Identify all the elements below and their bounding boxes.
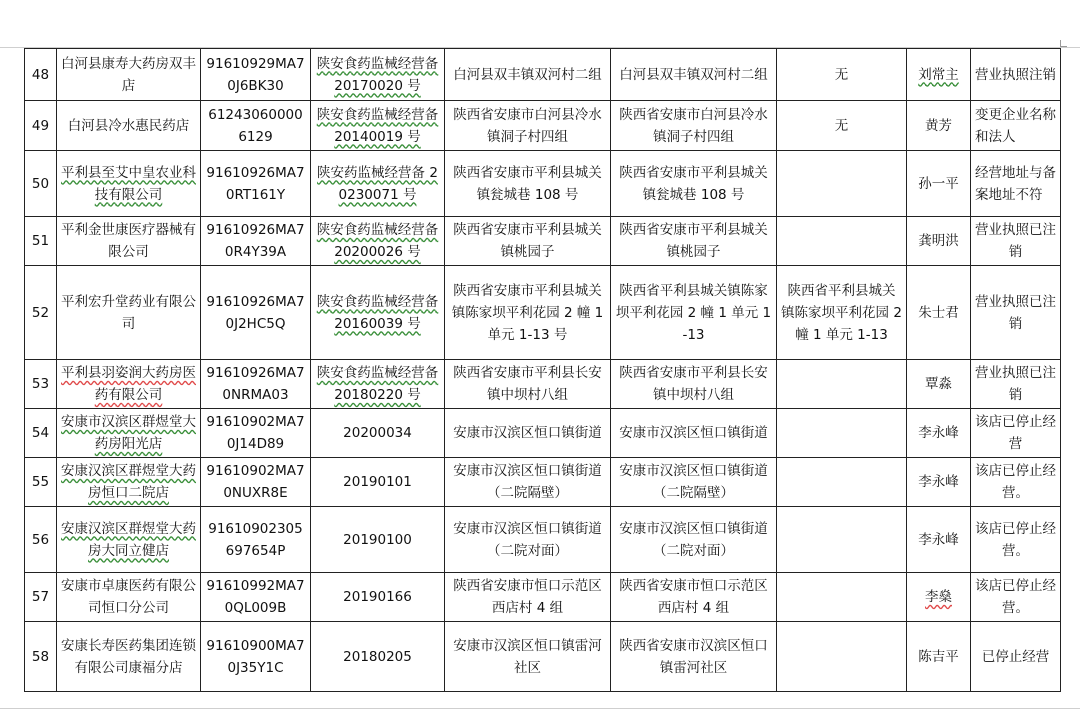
row-number: 48 xyxy=(25,49,57,101)
table-row xyxy=(25,360,1061,409)
table-row xyxy=(25,622,1061,692)
company-name: 安康汉滨区群煜堂大药房大同立健店 xyxy=(57,507,201,573)
company-name: 白河县冷水惠民药店 xyxy=(57,101,201,151)
business-address: 安康市汉滨区恒口镇街道 xyxy=(611,409,777,458)
remark: 营业执照注销 xyxy=(971,49,1061,101)
row-number: 57 xyxy=(25,573,57,622)
legal-person: 李燊 xyxy=(907,573,971,622)
record-number: 陕安食药监械经营备 20170020 号 xyxy=(311,49,445,101)
record-number: 20190101 xyxy=(311,458,445,507)
pharmacy-record-table xyxy=(24,48,1061,692)
registered-address: 陕西省安康市平利县城关镇桃园子 xyxy=(445,217,611,266)
legal-person: 刘常主 xyxy=(907,49,971,101)
record-number: 陕安食药监械经营备 20140019 号 xyxy=(311,101,445,151)
row-number: 49 xyxy=(25,101,57,151)
record-number: 陕安食药监械经营备 20180220 号 xyxy=(311,360,445,409)
record-number: 20200034 xyxy=(311,409,445,458)
row-number: 56 xyxy=(25,507,57,573)
credit-code: 91610992MA70QL009B xyxy=(201,573,311,622)
business-address: 安康市汉滨区恒口镇街道（二院对面） xyxy=(611,507,777,573)
legal-person: 李永峰 xyxy=(907,507,971,573)
registered-address: 陕西省安康市平利县城关镇陈家坝平利花园 2 幢 1 单元 1-13 号 xyxy=(445,266,611,360)
table-row xyxy=(25,507,1061,573)
company-name: 平利宏升堂药业有限公司 xyxy=(57,266,201,360)
warehouse-address xyxy=(777,217,907,266)
credit-code: 91610902305697654P xyxy=(201,507,311,573)
remark: 该店已停止经营。 xyxy=(971,573,1061,622)
remark: 营业执照已注销 xyxy=(971,360,1061,409)
remark: 该店已停止经营。 xyxy=(971,458,1061,507)
row-number: 54 xyxy=(25,409,57,458)
page-bottom-edge xyxy=(0,708,1080,709)
registered-address: 安康市汉滨区恒口镇街道 xyxy=(445,409,611,458)
registered-address: 安康市汉滨区恒口镇雷河社区 xyxy=(445,622,611,692)
warehouse-address xyxy=(777,458,907,507)
table-row xyxy=(25,101,1061,151)
warehouse-address: 无 xyxy=(777,49,907,101)
credit-code: 91610902MA70NUXR8E xyxy=(201,458,311,507)
company-name: 白河县康寿大药房双丰店 xyxy=(57,49,201,101)
business-address: 安康市汉滨区恒口镇街道（二院隔壁） xyxy=(611,458,777,507)
credit-code: 91610900MA70J35Y1C xyxy=(201,622,311,692)
table-row xyxy=(25,409,1061,458)
record-number: 陕安食药监械经营备 20200026 号 xyxy=(311,217,445,266)
registered-address: 陕西省安康市恒口示范区西店村 4 组 xyxy=(445,573,611,622)
record-number: 20180205 xyxy=(311,622,445,692)
credit-code: 91610926MA70RT161Y xyxy=(201,151,311,217)
company-name: 安康汉滨区群煜堂大药房恒口二院店 xyxy=(57,458,201,507)
row-number: 50 xyxy=(25,151,57,217)
warehouse-address: 陕西省平利县城关镇陈家坝平利花园 2 幢 1 单元 1-13 xyxy=(777,266,907,360)
remark: 变更企业名称和法人 xyxy=(971,101,1061,151)
company-name: 平利县羽姿润大药房医药有限公司 xyxy=(57,360,201,409)
credit-code: 91610926MA70J2HC5Q xyxy=(201,266,311,360)
record-number: 20190100 xyxy=(311,507,445,573)
credit-code: 91610902MA70J14D89 xyxy=(201,409,311,458)
business-address: 陕西省安康市白河县冷水镇洞子村四组 xyxy=(611,101,777,151)
legal-person: 陈吉平 xyxy=(907,622,971,692)
warehouse-address xyxy=(777,573,907,622)
table-row xyxy=(25,573,1061,622)
table-row xyxy=(25,151,1061,217)
remark: 营业执照已注销 xyxy=(971,217,1061,266)
legal-person: 李永峰 xyxy=(907,458,971,507)
table-row xyxy=(25,458,1061,507)
remark: 已停止经营 xyxy=(971,622,1061,692)
registered-address: 安康市汉滨区恒口镇街道（二院隔壁） xyxy=(445,458,611,507)
legal-person: 朱士君 xyxy=(907,266,971,360)
registered-address: 白河县双丰镇双河村二组 xyxy=(445,49,611,101)
table-row xyxy=(25,217,1061,266)
registered-address: 安康市汉滨区恒口镇街道（二院对面） xyxy=(445,507,611,573)
table-row xyxy=(25,266,1061,360)
business-address: 陕西省安康市汉滨区恒口镇雷河社区 xyxy=(611,622,777,692)
registered-address: 陕西省安康市平利县长安镇中坝村八组 xyxy=(445,360,611,409)
warehouse-address xyxy=(777,507,907,573)
legal-person: 孙一平 xyxy=(907,151,971,217)
legal-person: 覃淼 xyxy=(907,360,971,409)
warehouse-address xyxy=(777,360,907,409)
record-number: 陕安食药监械经营备 20160039 号 xyxy=(311,266,445,360)
page-corner-mark xyxy=(1060,40,1067,47)
warehouse-address xyxy=(777,409,907,458)
record-number: 陕安药监械经营备 20230071 号 xyxy=(311,151,445,217)
warehouse-address xyxy=(777,151,907,217)
business-address: 陕西省平利县城关镇陈家坝平利花园 2 幢 1 单元 1-13 xyxy=(611,266,777,360)
row-number: 55 xyxy=(25,458,57,507)
company-name: 安康长寿医药集团连锁有限公司康福分店 xyxy=(57,622,201,692)
remark: 营业执照已注销 xyxy=(971,266,1061,360)
legal-person: 李永峰 xyxy=(907,409,971,458)
credit-code: 91610926MA70NRMA03 xyxy=(201,360,311,409)
warehouse-address: 无 xyxy=(777,101,907,151)
business-address: 陕西省安康市平利县城关镇瓮城巷 108 号 xyxy=(611,151,777,217)
registered-address: 陕西省安康市白河县冷水镇洞子村四组 xyxy=(445,101,611,151)
registered-address: 陕西省安康市平利县城关镇瓮城巷 108 号 xyxy=(445,151,611,217)
legal-person: 黄芳 xyxy=(907,101,971,151)
row-number: 58 xyxy=(25,622,57,692)
credit-code: 612430600006129 xyxy=(201,101,311,151)
business-address: 陕西省安康市平利县城关镇桃园子 xyxy=(611,217,777,266)
remark: 经营地址与备案地址不符 xyxy=(971,151,1061,217)
company-name: 平利金世康医疗器械有限公司 xyxy=(57,217,201,266)
credit-code: 91610926MA70R4Y39A xyxy=(201,217,311,266)
row-number: 52 xyxy=(25,266,57,360)
business-address: 陕西省安康市恒口示范区西店村 4 组 xyxy=(611,573,777,622)
company-name: 安康市汉滨区群煜堂大药房阳光店 xyxy=(57,409,201,458)
business-address: 白河县双丰镇双河村二组 xyxy=(611,49,777,101)
row-number: 53 xyxy=(25,360,57,409)
record-number: 20190166 xyxy=(311,573,445,622)
business-address: 陕西省安康市平利县长安镇中坝村八组 xyxy=(611,360,777,409)
remark: 该店已停止经营 xyxy=(971,409,1061,458)
company-name: 安康市卓康医药有限公司恒口分公司 xyxy=(57,573,201,622)
remark: 该店已停止经营。 xyxy=(971,507,1061,573)
warehouse-address xyxy=(777,622,907,692)
company-name: 平利县至艾中皇农业科技有限公司 xyxy=(57,151,201,217)
credit-code: 91610929MA70J6BK30 xyxy=(201,49,311,101)
legal-person: 龚明洪 xyxy=(907,217,971,266)
row-number: 51 xyxy=(25,217,57,266)
table-row xyxy=(25,49,1061,101)
